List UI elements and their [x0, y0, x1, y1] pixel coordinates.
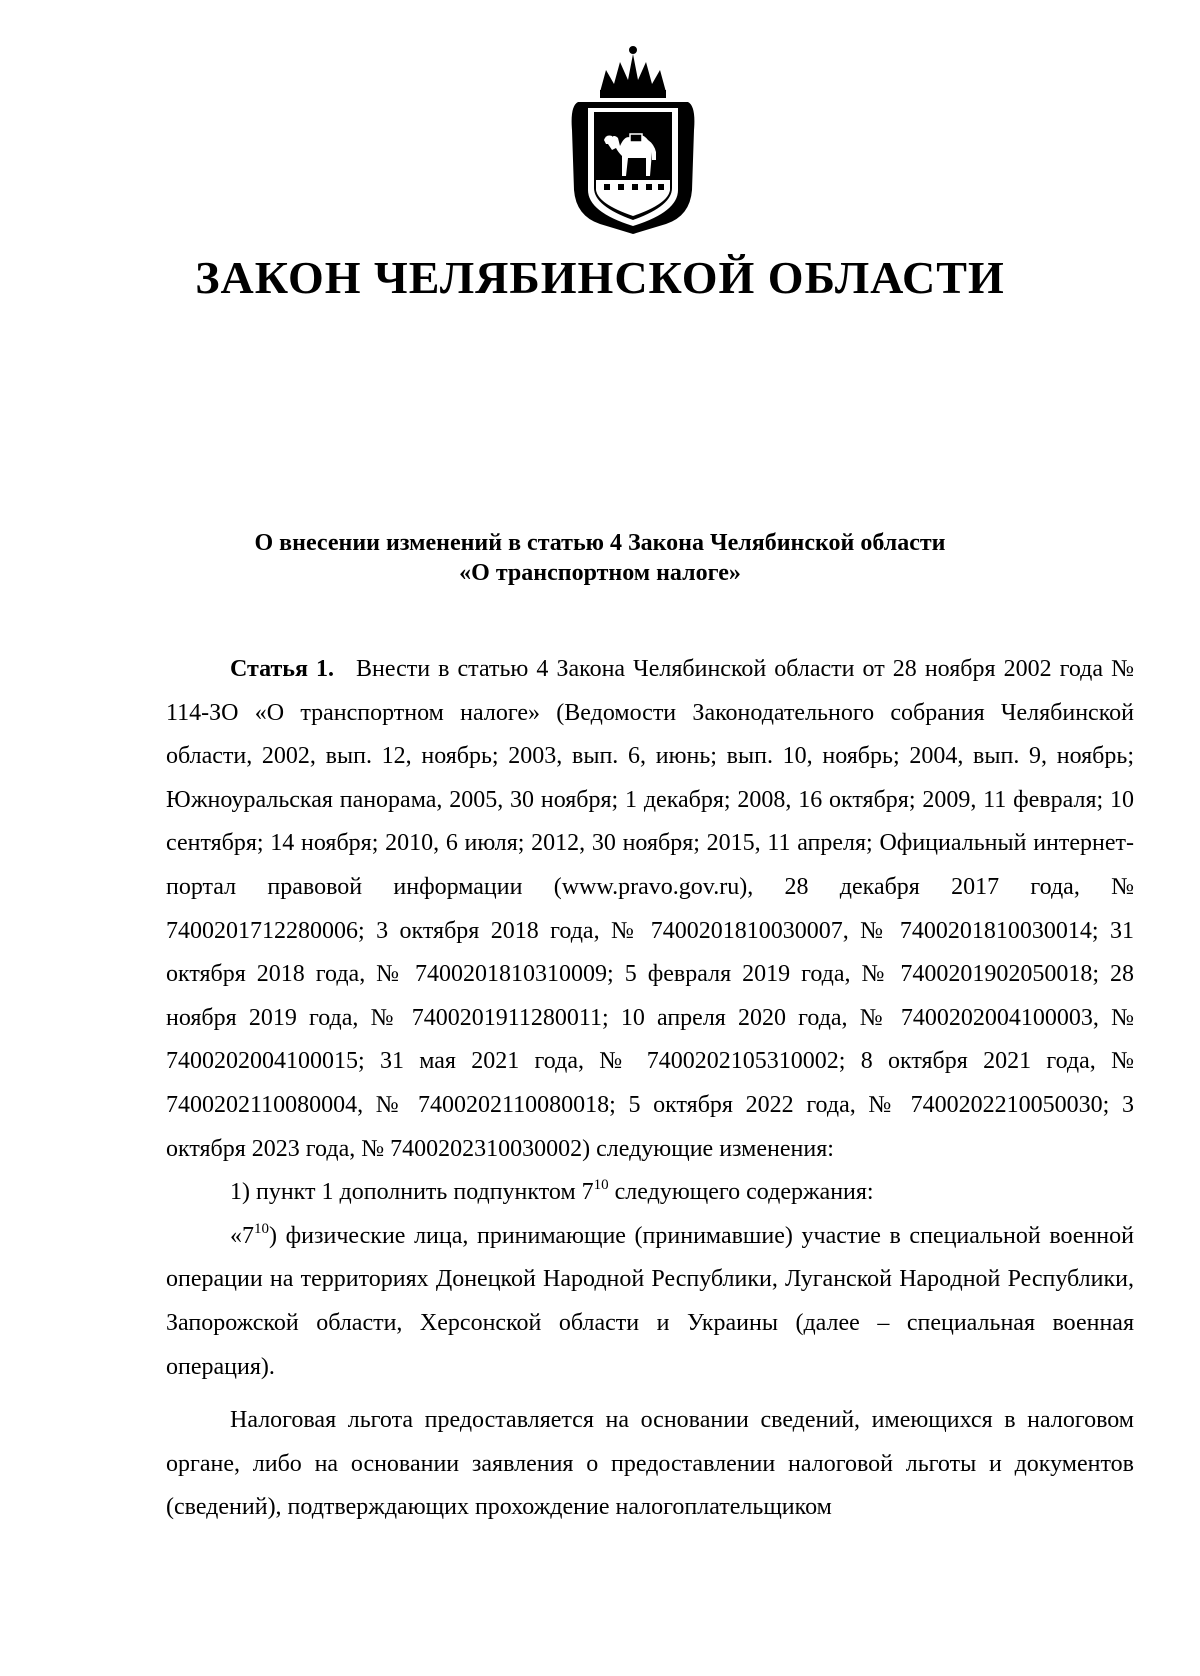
subitem-7-10-paragraph: [166, 1215, 1134, 1389]
item-1-text-after: следующего содержания:: [608, 1179, 874, 1206]
item-1-superscript: 10: [593, 1177, 609, 1194]
subject-line-1: О внесении изменений в статью 4 Закона Челябинской области: [254, 530, 946, 556]
law-title: ЗАКОН ЧЕЛЯБИНСКОЙ ОБЛАСТИ: [195, 252, 1005, 303]
subitem-7-10-text: ) физические лица, принимающие (принимавшие) участие в специальной военной операции на территориях Донецкой Народной Республики, Луганской Народной Республики, Запорожской области, Херсонской области и Украины (далее – специальная военная операция).: [166, 1222, 1134, 1380]
article-1-text: Внести в статью 4 Закона Челябинской области от 28 ноября 2002 года № 114-ЗО «О транспортном налоге» (Ведомости Законодательного собрания Челябинской области, 2002, вып. 12, ноябрь; 2003, вып. 6, июнь; вып. 10, ноябрь; 2004, вып. 9, ноябрь; Южноуральская панорама, 2005, 30 ноября; 1 декабря; 2008, 16 октября; 2009, 11 февраля; 10 сентября; 14 ноября; 2010, 6 июля; 2012, 30 ноября; 2015, 11 апреля; Официальный интернет-портал правовой информации (www.pravo.gov.ru), 28 декабря 2017 года, № 7400201712280006; 3 октября 2018 года, № 7400201810030007, № 7400201810030014; 31 октября 2018 года, № 7400201810310009; 5 февраля 2019 года, № 7400201902050018; 28 ноября 2019 года, № 7400201911280011; 10 апреля 2020 года, № 7400202004100003, № 7400202004100015; 31 мая 2021 года, № 7400202105310002; 8 октября 2021 года, № 7400202110080004, № 7400202110080018; 5 октября 2022 года, № 7400202210050030; 3 октября 2023 года, № 7400202310030002) следующие изменения:: [166, 656, 1134, 1162]
article-1-paragraph: [166, 648, 1134, 1171]
item-1-paragraph: [166, 1171, 1134, 1215]
law-subject-heading: [160, 528, 1040, 588]
article-1-label: Статья 1.: [230, 656, 334, 682]
quote-open: «7: [230, 1222, 254, 1249]
document-body: [166, 648, 1134, 1530]
tax-benefit-paragraph: Налоговая льгота предоставляется на основании сведений, имеющихся в налоговом органе, либо на основании заявления о предоставлении налоговой льготы и документов (сведений), подтверждающих прохождение налогоплательщиком: [166, 1407, 1134, 1521]
quote-superscript: 10: [254, 1220, 269, 1237]
chelyabinsk-coat-of-arms-icon: [560, 40, 706, 236]
subject-line-2: «О транспортном налоге»: [459, 560, 741, 586]
item-1-text-before: 1) пункт 1 дополнить подпунктом 7: [230, 1179, 594, 1206]
